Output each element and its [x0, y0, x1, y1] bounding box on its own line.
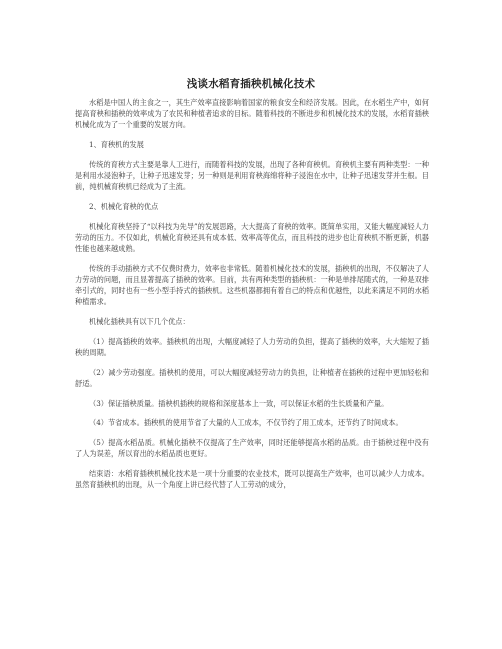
paragraph-transplanting-advantages-intro: 机械化插秧具有以下几个优点：: [89, 317, 190, 327]
paragraph-seedling-machine-types: 传统的育秧方式主要是靠人工进行，而随着科技的发展，出现了各种育秧机。育秧机主要有两种类型：一种是利用水浸泡种子，让种子迅速发芽；另一种则是利用育秧海绵将种子浸泡在水中，让种子迅速发芽并生根。目前，纯机械育秧机已经成为了主流。: [75, 159, 429, 192]
list-item-labor-intensity: （2）减少劳动强度。插秧机的使用，可以大幅度减轻劳动力的负担，让种植者在插秧的过程中更加轻松和舒适。: [75, 367, 429, 388]
document-body: [75, 97, 429, 499]
document-title: 浅谈水稻育插秧机械化技术: [186, 78, 316, 90]
paragraph-transplanter-types: 传统的手动插秧方式不仅费时费力，效率也非常低。随着机械化技术的发展，插秧机的出现，不仅解决了人力劳动的问题，而且显著提高了插秧的效率。目前，共有两种类型的插秧机：一种是单排尾随式的，一种是双排牵引式的，同时也有一些小型手持式的插秧机。这些机器都拥有着自己的特点和优越性，以此来满足不同的水稻种植需求。: [75, 263, 429, 307]
section-heading-seedling-machine-development: 1、育秧机的发展: [89, 140, 144, 150]
paragraph-conclusion: 结束语：水稻育插秧机械化技术是一项十分重要的农业技术，既可以提高生产效率，也可以减少人力成本。虽然育插秧机的出现，从一个角度上讲已经代替了人工劳动的成分，: [75, 468, 429, 490]
paragraph-intro: 水稻是中国人的主食之一，其生产效率直接影响着国家的粮食安全和经济发展。因此，在水稻生产中，如何提高育秧和插秧的效率成为了农民和种植者追求的目标。随着科技的不断进步和机械化技术的发展，水稻育插秧机械化成为了一个重要的发展方向。: [75, 98, 429, 130]
list-item-cost: （4）节省成本。插秧机的使用节省了大量的人工成本，不仅节约了用工成本，还节约了时间成本。: [89, 418, 403, 428]
list-item-efficiency: （1）提高插秧的效率。插秧机的出现，大幅度减轻了人力劳动的负担，提高了插秧的效率，大大缩短了插秧的周期。: [75, 336, 429, 357]
list-item-quality: （3）保证插秧质量。插秧机插秧的规格和深度基本上一致，可以保证水稻的生长质量和产量。: [89, 398, 389, 408]
paragraph-seedling-advantages: 机械化育秧坚持了“以科技为先导”的发展思路，大大提高了育秧的效率。既简单实用，又能大幅度减轻人力劳动的压力。不仅如此，机械化育秧还具有成本低、效率高等优点，而且科技的进步也让育秧机不断更新，机器性能也越来越成熟。: [75, 221, 429, 254]
list-item-rice-quality: （5）提高水稻品质。机械化插秧不仅提高了生产效率，同时还能够提高水稻的品质。由于插秧过程中没有了人为误差，所以育出的水稻品质也更好。: [75, 437, 429, 459]
section-heading-mechanized-seedling-advantages: 2、机械化育秧的优点: [89, 201, 159, 211]
